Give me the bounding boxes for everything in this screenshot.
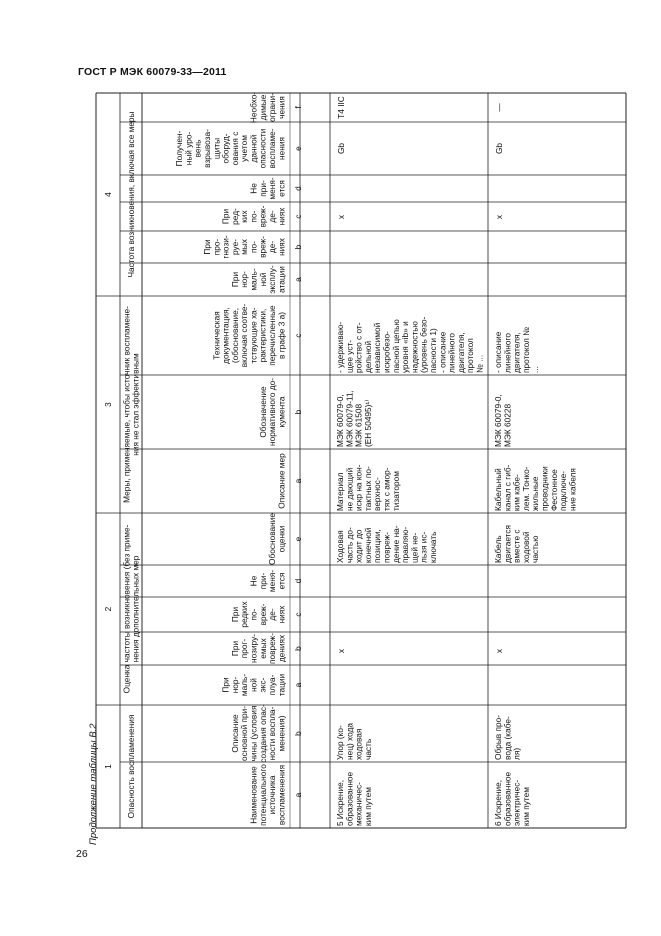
column-subheader: Обоснованиеоценки xyxy=(267,513,287,565)
frequency-mark-c: x xyxy=(494,214,504,220)
column-subheader: Приредкихпо-вреж-де-ниях xyxy=(229,601,287,628)
column-subheader: Принор-маль-нойэкс-плуа-тации xyxy=(220,673,287,697)
table-caption: Продолжение таблицы В.2 xyxy=(88,723,99,845)
assessment-justification: Ходоваячасть до-ходит доконечнойпозиции,повреж-дение на-правляю-щей не-льзя ис-ключать xyxy=(335,525,438,563)
group-title-frequency-without-measures: Оценка частоты возникновения (без приме-нения дополнительных мер xyxy=(121,524,141,694)
group-number: 3 xyxy=(103,402,113,407)
column-letter-e: e xyxy=(293,536,303,542)
column-letter-f: f xyxy=(293,106,303,109)
group-number: 1 xyxy=(103,764,113,769)
document-header: ГОСТ Р МЭК 60079-33—2011 xyxy=(78,66,227,78)
protection-level: Gb xyxy=(494,142,504,155)
normative-document: МЭК 60079-0,МЭК 60079-11,МЭК 61508(ЕН 50495)¹⁾ xyxy=(335,390,373,447)
restrictions: — xyxy=(494,103,504,112)
group-title-hazard: Опасность воспламенения xyxy=(126,714,136,819)
column-subheader: Описание мер xyxy=(276,453,287,509)
column-subheader: Наименованиепотенциальногоисточникавоспламенения xyxy=(248,764,287,826)
column-letter-c: c xyxy=(293,612,303,617)
column-letter-b: b xyxy=(293,646,303,651)
frequency-mark-b: x xyxy=(336,648,346,654)
column-letter-e: e xyxy=(293,146,303,151)
measure-description: Кабельныйканал с гиб-ким кабе-лем. Тонко-жильныепроводникиФестонноеподключе-ние кабеля xyxy=(493,464,578,511)
column-subheader: Необхо-димыеограни-чения xyxy=(248,91,287,124)
column-subheader: Описаниеосновной при-чины (условиясоздания опас-ности воспла-менения) xyxy=(229,704,287,763)
restrictions: T4 IIC xyxy=(336,96,346,119)
column-letter-b: b xyxy=(293,731,303,736)
hazard-name: 6 Искрение,образованноеэлектричес-ким путем xyxy=(493,771,531,826)
column-letter-b: b xyxy=(293,409,303,415)
assessment-justification: Кабельдвигаетсявместе сходовойчастью xyxy=(492,524,541,563)
column-subheader: Приред-кихпо-вреж-де-ниях xyxy=(220,205,287,228)
column-letter-a: a xyxy=(293,478,303,484)
column-letter-d: d xyxy=(293,186,303,191)
column-subheader: Техническаядокументация,(обоснование,включая соотве-тствующие ха-рактеристики,перечисленныев графе 3 а) xyxy=(211,303,287,368)
column-letter-a: a xyxy=(293,792,303,798)
column-letter-b: b xyxy=(293,244,303,250)
group-title-measures: Меры, применяемые, чтобы источник воспламене-ния не стал эффективным xyxy=(121,306,141,503)
hazard-name: 5 Искрение,образованноемеханичес-ким путем xyxy=(335,771,373,826)
column-subheader: Припро-гнози-руе-мыхпо-вреж-де-ниях xyxy=(201,235,287,259)
column-subheader: Припрог-нозиру-емыхповреж-дениях xyxy=(229,633,287,664)
protection-level: Gb xyxy=(336,142,346,155)
group-title-frequency-with-measures: Частота возникновения, включая все меры xyxy=(126,111,136,278)
column-letter-d: d xyxy=(293,578,303,584)
group-number: 4 xyxy=(103,192,113,197)
column-subheader: Получен-ный уро-веньвзрывоза-щитыоборуд-ования сучетомданнойопасностивоспламе-нения xyxy=(174,128,287,169)
frequency-mark-b: x xyxy=(494,648,504,654)
column-subheader: Обозначениенормативного до-кумента xyxy=(257,378,287,446)
measure-description: Материалне дающийискр на кон-тактных по-верхнос-тях с амор-тизатором xyxy=(335,464,401,511)
page-number: 26 xyxy=(76,848,88,860)
column-letter-a: a xyxy=(293,682,303,688)
column-subheader: Непри-меня-ется xyxy=(248,177,287,200)
column-letter-a: a xyxy=(293,277,303,282)
technical-documentation: - удерживаю-щее уст-ройство с от-дельнойнезависимойискробезо-пасной цепьюуровня «ib» инадежностью(уровень безо-пасности 1)- описаниелинейногодвигателя,протокол№ ... xyxy=(335,316,485,373)
column-letter-c: c xyxy=(293,333,303,338)
column-subheader: Непри-меня-ется xyxy=(248,569,287,593)
technical-documentation: - описаниелинейногодвигателя,протокол №... xyxy=(492,326,541,373)
column-letter-c: c xyxy=(293,214,303,219)
hazard-cause: Обрыв про-вода (кабе-ля) xyxy=(493,715,522,760)
normative-document: МЭК 60079-0,МЭК 60228 xyxy=(493,394,513,447)
group-number: 2 xyxy=(103,606,113,612)
frequency-mark-c: x xyxy=(336,214,346,220)
hazard-cause: Упор (ко-нец) ходаходоваячасть xyxy=(335,723,373,760)
column-subheader: Принор-маль-нойэксплу-атации xyxy=(229,265,287,294)
